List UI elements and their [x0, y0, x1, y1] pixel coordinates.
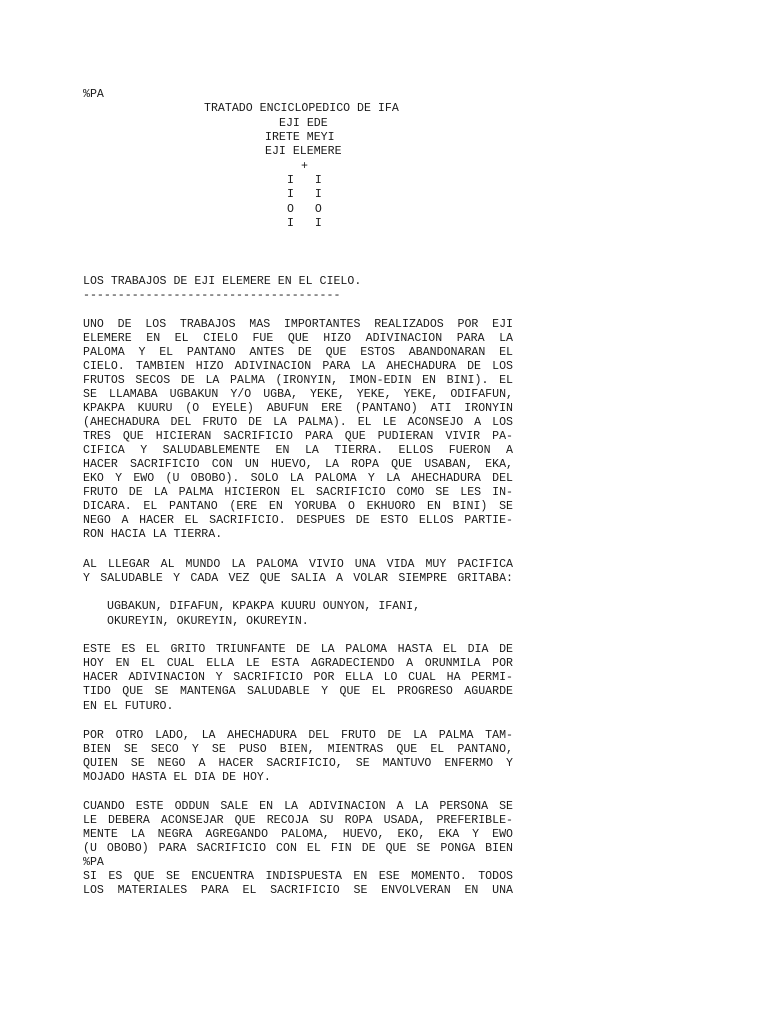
paragraph-line: FRUTO DE LA PALMA HICIERON EL SACRIFICIO COMO SE LES IN- [83, 486, 513, 499]
paragraph-line: HACER SACRIFICIO CON UN HUEVO, LA ROPA QUE USABAN, EKA, [83, 458, 513, 471]
paragraph-line: RON HACIA LA TIERRA. [83, 528, 223, 541]
paragraph-line: AL LLEGAR AL MUNDO LA PALOMA VIVIO UNA VIDA MUY PACIFICA [83, 558, 513, 571]
paragraph-line: ESTE ES EL GRITO TRIUNFANTE DE LA PALOMA HASTA EL DIA DE [83, 643, 513, 656]
sign-name-1: EJI EDE [279, 117, 328, 130]
paragraph-line: CUANDO ESTE ODDUN SALE EN LA ADIVINACION A LA PERSONA SE [83, 800, 513, 813]
paragraph-line: KPAKPA KUURU (O EYELE) ABUFUN ERE (PANTANO) ATI IRONYIN [83, 402, 513, 415]
page-marker: %PA [83, 88, 104, 101]
sign-row: O O [287, 203, 322, 216]
paragraph-line: LOS MATERIALES PARA EL SACRIFICIO SE ENVOLVERAN EN UNA [83, 884, 513, 897]
paragraph-line: POR OTRO LADO, LA AHECHADURA DEL FRUTO DE LA PALMA TAM- [83, 729, 513, 742]
page-marker: %PA [83, 856, 104, 869]
paragraph-line: Y SALUDABLE Y CADA VEZ QUE SALIA A VOLAR SIEMPRE GRITABA: [83, 572, 513, 585]
paragraph-line: QUIEN SE NEGO A HACER SACRIFICIO, SE MANTUVO ENFERMO Y [83, 757, 513, 770]
sign-name-3: EJI ELEMERE [265, 145, 342, 158]
sign-row: I I [287, 217, 322, 230]
sign-name-2: IRETE MEYI [265, 131, 335, 144]
chant-line: OKUREYIN, OKUREYIN, OKUREYIN. [107, 615, 309, 628]
chant-line: UGBAKUN, DIFAFUN, KPAKPA KUURU OUNYON, IFANI, [107, 600, 421, 613]
paragraph-line: CIELO. TAMBIEN HIZO ADIVINACION PARA LA AHECHADURA DE LOS [83, 360, 513, 373]
paragraph-line: HACER ADIVINACION Y SACRIFICIO POR ELLA LO CUAL HA PERMI- [83, 671, 513, 684]
paragraph-line: EN EL FUTURO. [83, 700, 174, 713]
sign-row: I I [287, 174, 322, 187]
paragraph-line: MOJADO HASTA EL DIA DE HOY. [83, 771, 271, 784]
section-heading: LOS TRABAJOS DE EJI ELEMERE EN EL CIELO. [83, 275, 362, 288]
section-underline: ------------------------------------- [83, 289, 341, 302]
paragraph-line: SE LLAMABA UGBAKUN Y/O UGBA, YEKE, YEKE, YEKE, ODIFAFUN, [83, 388, 513, 401]
paragraph-line: DICARA. EL PANTANO (ERE EN YORUBA O EKHUORO EN BINI) SE [83, 500, 513, 513]
paragraph-line: NEGO A HACER EL SACRIFICIO. DESPUES DE ESTO ELLOS PARTIE- [83, 514, 513, 527]
paragraph-line: (AHECHADURA DEL FRUTO DE LA PALMA). EL LE ACONSEJO A LOS [83, 416, 513, 429]
paragraph-line: SI ES QUE SE ENCUENTRA INDISPUESTA EN ESE MOMENTO. TODOS [83, 870, 513, 883]
sign-plus: + [301, 160, 308, 173]
paragraph-line: CIFICA Y SALUDABLEMENTE EN LA TIERRA. ELLOS FUERON A [83, 444, 513, 457]
paragraph-line: MENTE LA NEGRA AGREGANDO PALOMA, HUEVO, EKO, EKA Y EWO [83, 828, 513, 841]
paragraph-line: TIDO QUE SE MANTENGA SALUDABLE Y QUE EL PROGRESO AGUARDE [83, 685, 513, 698]
paragraph-line: HOY EN EL CUAL ELLA LE ESTA AGRADECIENDO A ORUNMILA POR [83, 657, 513, 670]
paragraph-line: PALOMA Y EL PANTANO ANTES DE QUE ESTOS ABANDONARAN EL [83, 346, 513, 359]
paragraph-line: EKO Y EWO (U OBOBO). SOLO LA PALOMA Y LA AHECHADURA DEL [83, 472, 513, 485]
paragraph-line: TRES QUE HICIERAN SACRIFICIO PARA QUE PUDIERAN VIVIR PA- [83, 430, 513, 443]
sign-row: I I [287, 188, 322, 201]
paragraph-line: UNO DE LOS TRABAJOS MAS IMPORTANTES REALIZADOS POR EJI [83, 318, 513, 331]
paragraph-line: FRUTOS SECOS DE LA PALMA (IRONYIN, IMON-EDIN EN BINI). EL [83, 374, 513, 387]
paragraph-line: (U OBOBO) PARA SACRIFICIO CON EL FIN DE QUE SE PONGA BIEN [83, 842, 513, 855]
paragraph-line: LE DEBERA ACONSEJAR QUE RECOJA SU ROPA USADA, PREFERIBLE- [83, 814, 513, 827]
document-title: TRATADO ENCICLOPEDICO DE IFA [204, 102, 399, 115]
paragraph-line: BIEN SE SECO Y SE PUSO BIEN, MIENTRAS QUE EL PANTANO, [83, 743, 513, 756]
paragraph-line: ELEMERE EN EL CIELO FUE QUE HIZO ADIVINACION PARA LA [83, 332, 513, 345]
